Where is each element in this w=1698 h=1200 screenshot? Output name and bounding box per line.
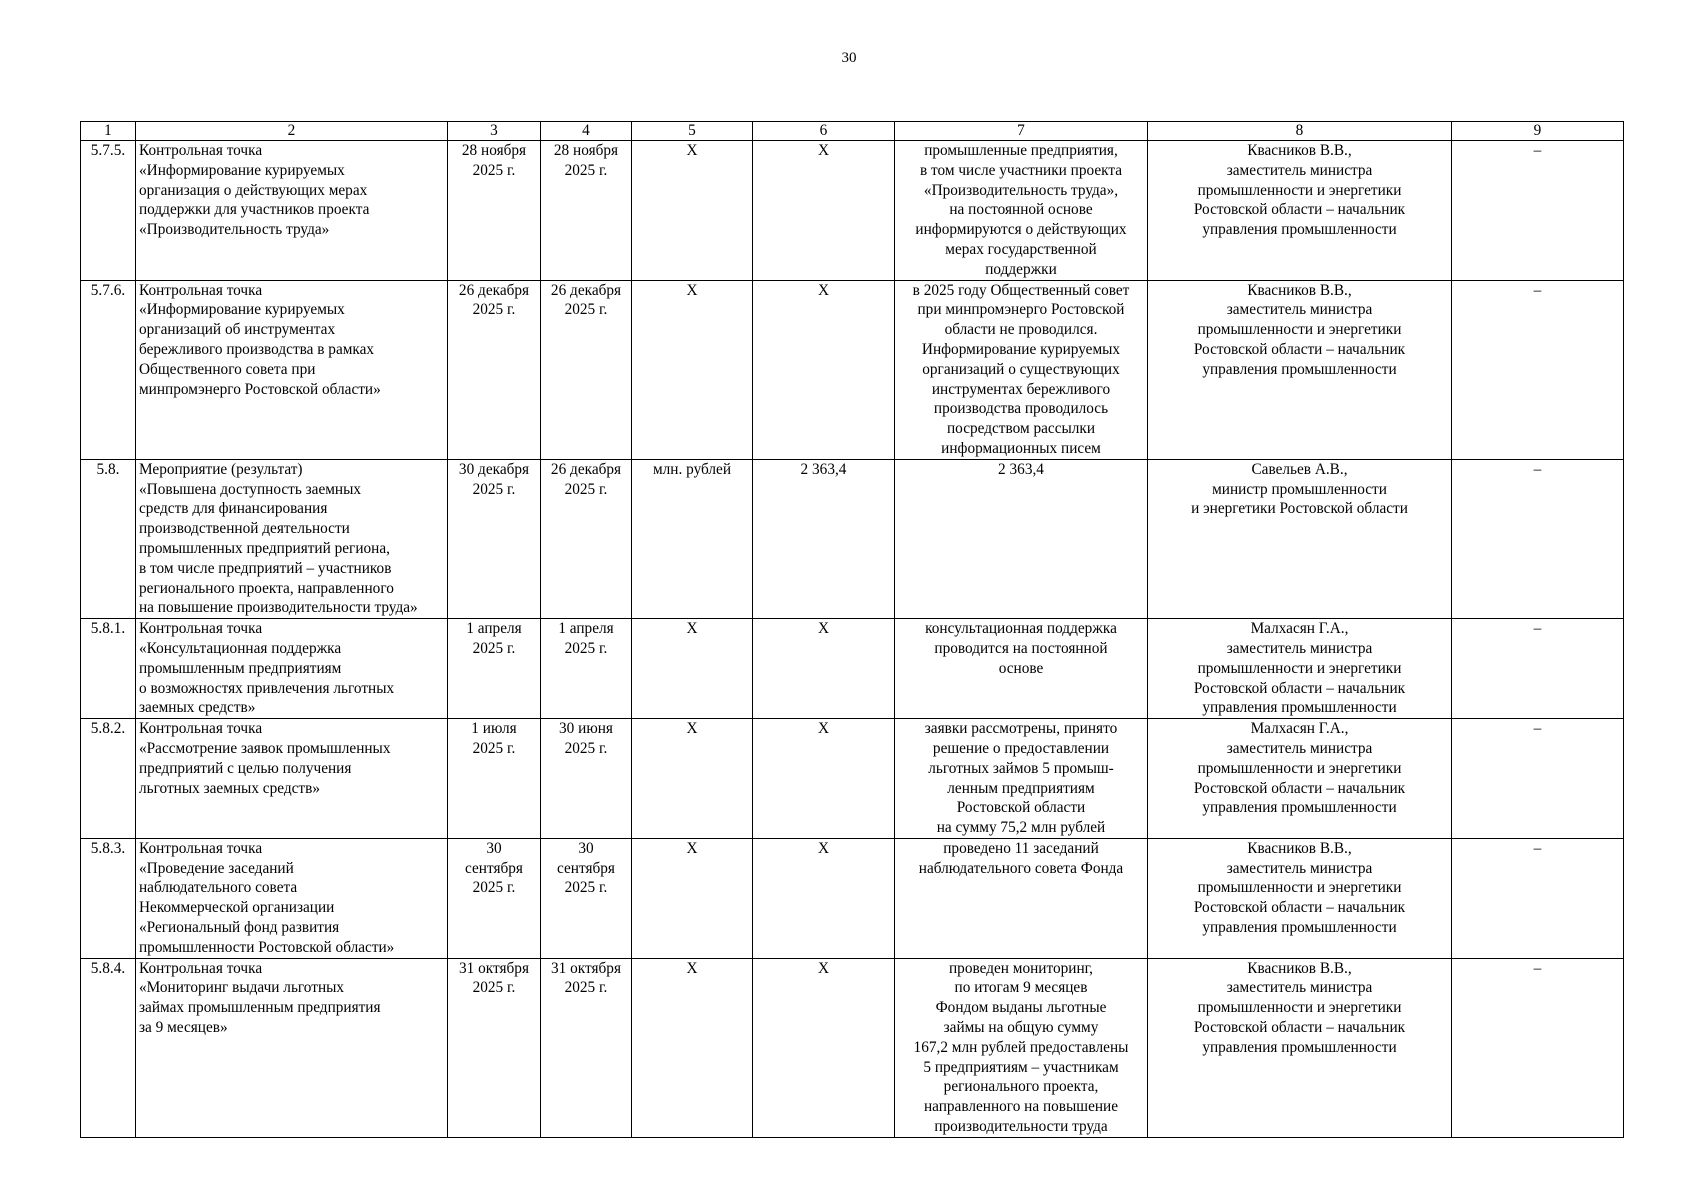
- row-unit: X: [632, 619, 753, 719]
- row-note: –: [1452, 838, 1624, 958]
- row-actual-date: 26 декабря 2025 г.: [541, 280, 632, 459]
- row-unit: X: [632, 958, 753, 1137]
- row-number: 5.8.2.: [81, 719, 136, 839]
- table-row: [81, 280, 1624, 459]
- row-number: 5.8.4.: [81, 958, 136, 1137]
- row-planned-date: 30 декабря 2025 г.: [448, 459, 541, 618]
- row-status: в 2025 году Общественный совет при минпромэнерго Ростовской области не проводился. Информирование курируемых организаций о существующих инструментах бережливого производства проводилось посредством рассылки информационных писем: [895, 280, 1148, 459]
- row-note: –: [1452, 958, 1624, 1137]
- row-value: X: [753, 838, 895, 958]
- row-number: 5.8.3.: [81, 838, 136, 958]
- row-status: 2 363,4: [895, 459, 1148, 618]
- header-cell: 7: [895, 122, 1148, 141]
- row-number: 5.8.1.: [81, 619, 136, 719]
- row-note: –: [1452, 459, 1624, 618]
- row-name: Контрольная точка «Информирование курируемых организаций об инструментах бережливого производства в рамках Общественного совета при минпромэнерго Ростовской области»: [136, 280, 448, 459]
- row-note: –: [1452, 280, 1624, 459]
- row-actual-date: 31 октября 2025 г.: [541, 958, 632, 1137]
- row-actual-date: 30 июня 2025 г.: [541, 719, 632, 839]
- row-planned-date: 1 апреля 2025 г.: [448, 619, 541, 719]
- row-planned-date: 30 сентября 2025 г.: [448, 838, 541, 958]
- table-header-row: [81, 122, 1624, 141]
- header-cell: 2: [136, 122, 448, 141]
- row-unit: X: [632, 838, 753, 958]
- row-responsible: Квасников В.В., заместитель министра промышленности и энергетики Ростовской области – начальник управления промышленности: [1148, 280, 1452, 459]
- row-responsible: Квасников В.В., заместитель министра промышленности и энергетики Ростовской области – начальник управления промышленности: [1148, 958, 1452, 1137]
- row-planned-date: 31 октября 2025 г.: [448, 958, 541, 1137]
- row-name: Контрольная точка «Мониторинг выдачи льготных займах промышленным предприятия за 9 месяцев»: [136, 958, 448, 1137]
- row-actual-date: 28 ноября 2025 г.: [541, 141, 632, 281]
- row-name: Контрольная точка «Рассмотрение заявок промышленных предприятий с целью получения льготных заемных средств»: [136, 719, 448, 839]
- row-name: Контрольная точка «Консультационная поддержка промышленным предприятиям о возможностях привлечения льготных заемных средств»: [136, 619, 448, 719]
- row-value: 2 363,4: [753, 459, 895, 618]
- row-actual-date: 30 сентября 2025 г.: [541, 838, 632, 958]
- row-planned-date: 26 декабря 2025 г.: [448, 280, 541, 459]
- row-responsible: Савельев А.В., министр промышленности и энергетики Ростовской области: [1148, 459, 1452, 618]
- page-number: 30: [841, 50, 857, 66]
- row-responsible: Малхасян Г.А., заместитель министра промышленности и энергетики Ростовской области – начальник управления промышленности: [1148, 719, 1452, 839]
- table-row: [81, 838, 1624, 958]
- row-number: 5.8.: [81, 459, 136, 618]
- row-status: проведен мониторинг, по итогам 9 месяцев Фондом выданы льготные займы на общую сумму 167,2 млн рублей предоставлены 5 предприятиям – участникам регионального проекта, направленного на повышение производительности труда: [895, 958, 1148, 1137]
- row-actual-date: 1 апреля 2025 г.: [541, 619, 632, 719]
- row-value: X: [753, 141, 895, 281]
- row-planned-date: 28 ноября 2025 г.: [448, 141, 541, 281]
- row-planned-date: 1 июля 2025 г.: [448, 719, 541, 839]
- row-note: –: [1452, 141, 1624, 281]
- report-table: [80, 121, 1624, 1138]
- table-row: [81, 958, 1624, 1137]
- row-status: заявки рассмотрены, принято решение о предоставлении льготных займов 5 промыш- ленным предприятиям Ростовской области на сумму 75,2 млн рублей: [895, 719, 1148, 839]
- row-value: X: [753, 958, 895, 1137]
- row-name: Контрольная точка «Информирование курируемых организация о действующих мерах поддержки для участников проекта «Производительность труда»: [136, 141, 448, 281]
- row-value: X: [753, 719, 895, 839]
- row-unit: млн. рублей: [632, 459, 753, 618]
- row-unit: X: [632, 280, 753, 459]
- row-actual-date: 26 декабря 2025 г.: [541, 459, 632, 618]
- table-row: [81, 141, 1624, 281]
- header-cell: 5: [632, 122, 753, 141]
- row-responsible: Малхасян Г.А., заместитель министра промышленности и энергетики Ростовской области – начальник управления промышленности: [1148, 619, 1452, 719]
- table-row: [81, 459, 1624, 618]
- header-cell: 6: [753, 122, 895, 141]
- row-responsible: Квасников В.В., заместитель министра промышленности и энергетики Ростовской области – начальник управления промышленности: [1148, 838, 1452, 958]
- row-status: промышленные предприятия, в том числе участники проекта «Производительность труда», на постоянной основе информируются о действующих мерах государственной поддержки: [895, 141, 1148, 281]
- row-unit: X: [632, 719, 753, 839]
- row-responsible: Квасников В.В., заместитель министра промышленности и энергетики Ростовской области – начальник управления промышленности: [1148, 141, 1452, 281]
- row-name: Контрольная точка «Проведение заседаний наблюдательного совета Некоммерческой организации «Региональный фонд развития промышленности Ростовской области»: [136, 838, 448, 958]
- row-number: 5.7.5.: [81, 141, 136, 281]
- row-status: проведено 11 заседаний наблюдательного совета Фонда: [895, 838, 1148, 958]
- row-status: консультационная поддержка проводится на постоянной основе: [895, 619, 1148, 719]
- row-name: Мероприятие (результат) «Повышена доступность заемных средств для финансирования производственной деятельности промышленных предприятий региона, в том числе предприятий – участников регионального проекта, направленного на повышение производительности труда»: [136, 459, 448, 618]
- row-number: 5.7.6.: [81, 280, 136, 459]
- row-value: X: [753, 280, 895, 459]
- row-note: –: [1452, 619, 1624, 719]
- header-cell: 4: [541, 122, 632, 141]
- header-cell: 3: [448, 122, 541, 141]
- header-cell: 9: [1452, 122, 1624, 141]
- row-value: X: [753, 619, 895, 719]
- header-cell: 8: [1148, 122, 1452, 141]
- table-row: [81, 719, 1624, 839]
- header-cell: 1: [81, 122, 136, 141]
- row-note: –: [1452, 719, 1624, 839]
- row-unit: X: [632, 141, 753, 281]
- table-row: [81, 619, 1624, 719]
